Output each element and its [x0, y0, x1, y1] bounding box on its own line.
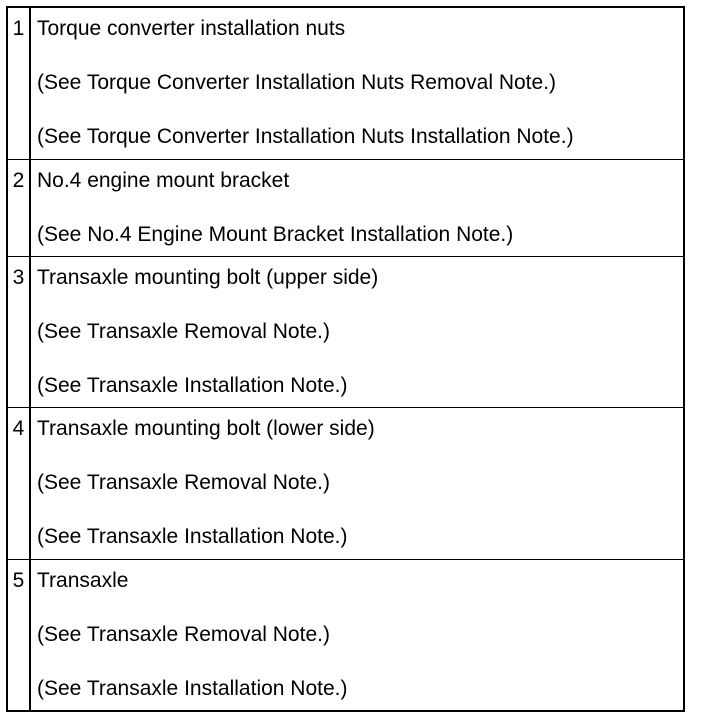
item-number: 3: [8, 257, 31, 407]
item-note: (See No.4 Engine Mount Bracket Installation Note.): [37, 223, 514, 247]
table-row: [8, 8, 683, 159]
item-note: (See Transaxle Removal Note.): [37, 622, 330, 646]
table-row: [8, 256, 683, 407]
item-note: (See Torque Converter Installation Nuts Removal Note.): [37, 71, 557, 94]
item-name: Transaxle: [37, 568, 129, 592]
item-description: [31, 560, 683, 710]
item-note: (See Transaxle Installation Note.): [37, 374, 348, 398]
table-row: [8, 407, 683, 558]
item-name: Transaxle mounting bolt (upper side): [37, 266, 379, 290]
parts-table: [6, 6, 685, 712]
item-description: [31, 257, 683, 407]
item-note: (See Transaxle Removal Note.): [37, 320, 330, 344]
item-number: 4: [8, 408, 31, 558]
item-description: [31, 408, 683, 558]
item-number: 1: [8, 8, 31, 159]
item-note: (See Transaxle Installation Note.): [37, 525, 348, 549]
item-number: 2: [8, 160, 31, 256]
item-number: 5: [8, 560, 31, 710]
item-name: No.4 engine mount bracket: [37, 169, 290, 193]
item-note: (See Torque Converter Installation Nuts Installation Note.): [37, 125, 574, 148]
table-row: [8, 559, 683, 710]
item-name: Transaxle mounting bolt (lower side): [37, 417, 375, 441]
item-description: [31, 8, 683, 159]
item-description: [31, 160, 683, 256]
item-note: (See Transaxle Removal Note.): [37, 471, 330, 495]
item-note: (See Transaxle Installation Note.): [37, 676, 348, 700]
item-name: Torque converter installation nuts: [37, 17, 346, 40]
table-row: [8, 159, 683, 256]
